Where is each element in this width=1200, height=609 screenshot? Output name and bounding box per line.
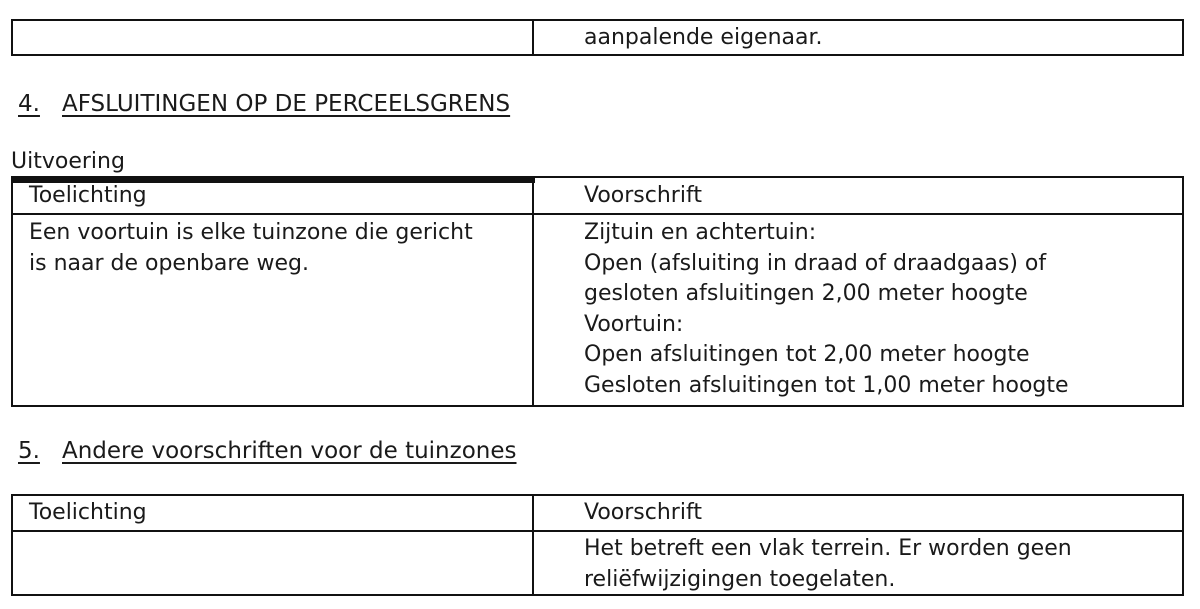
section-title: AFSLUITINGEN OP DE PERCEELSGRENS: [62, 91, 511, 117]
header-label: Voorschrift: [584, 183, 702, 208]
table-header-row: [13, 496, 1182, 530]
header-label: Toelichting: [29, 500, 147, 525]
header-voorschrift: [534, 178, 1182, 213]
cell-line: Het betreft een vlak terrein. Er worden geen: [584, 536, 1072, 561]
section-number: 5.: [18, 438, 40, 464]
cell-line: reliëfwijzigingen toegelaten.: [584, 566, 896, 592]
section-title: Andere voorschriften voor de tuinzones: [62, 438, 517, 464]
header-label: Voorschrift: [584, 500, 702, 525]
section-heading-5: [18, 437, 517, 465]
cell-line: Een voortuin is elke tuinzone die gericht: [29, 220, 473, 245]
header-voorschrift: [534, 496, 1182, 530]
table-section-5: [11, 494, 1184, 596]
table-cell-left: [13, 21, 534, 54]
table-header-row: [13, 178, 1182, 213]
table-cell-right: [534, 215, 1182, 405]
header-label: Toelichting: [29, 183, 147, 208]
cell-text: aanpalende eigenaar.: [584, 25, 823, 50]
table-row: [13, 530, 1182, 594]
cell-line: Gesloten afsluitingen tot 1,00 meter hoogte: [584, 372, 1069, 398]
cell-line: gesloten afsluitingen 2,00 meter hoogte: [584, 281, 1028, 306]
table-row: [13, 213, 1182, 405]
table-cell-left: [13, 532, 534, 594]
table-section-4: [11, 176, 1184, 407]
header-toelichting: [13, 496, 534, 530]
cell-line: is naar de openbare weg.: [29, 250, 309, 276]
table-continued: [11, 19, 1184, 56]
section-subtitle: Uitvoering: [11, 149, 125, 174]
section-heading-4: [18, 90, 510, 118]
cell-line: Open afsluitingen tot 2,00 meter hoogte: [584, 342, 1030, 367]
table-cell-right: [534, 532, 1182, 594]
header-toelichting: [13, 178, 534, 213]
table-cell-right: [534, 21, 1182, 54]
cell-line: Open (afsluiting in draad of draadgaas) of: [584, 250, 1047, 276]
table-cell-left: [13, 215, 534, 405]
section-number: 4.: [18, 91, 40, 117]
cell-line: Zijtuin en achtertuin:: [584, 220, 817, 245]
cell-line: Voortuin:: [584, 311, 684, 337]
table-row: [13, 21, 1182, 54]
